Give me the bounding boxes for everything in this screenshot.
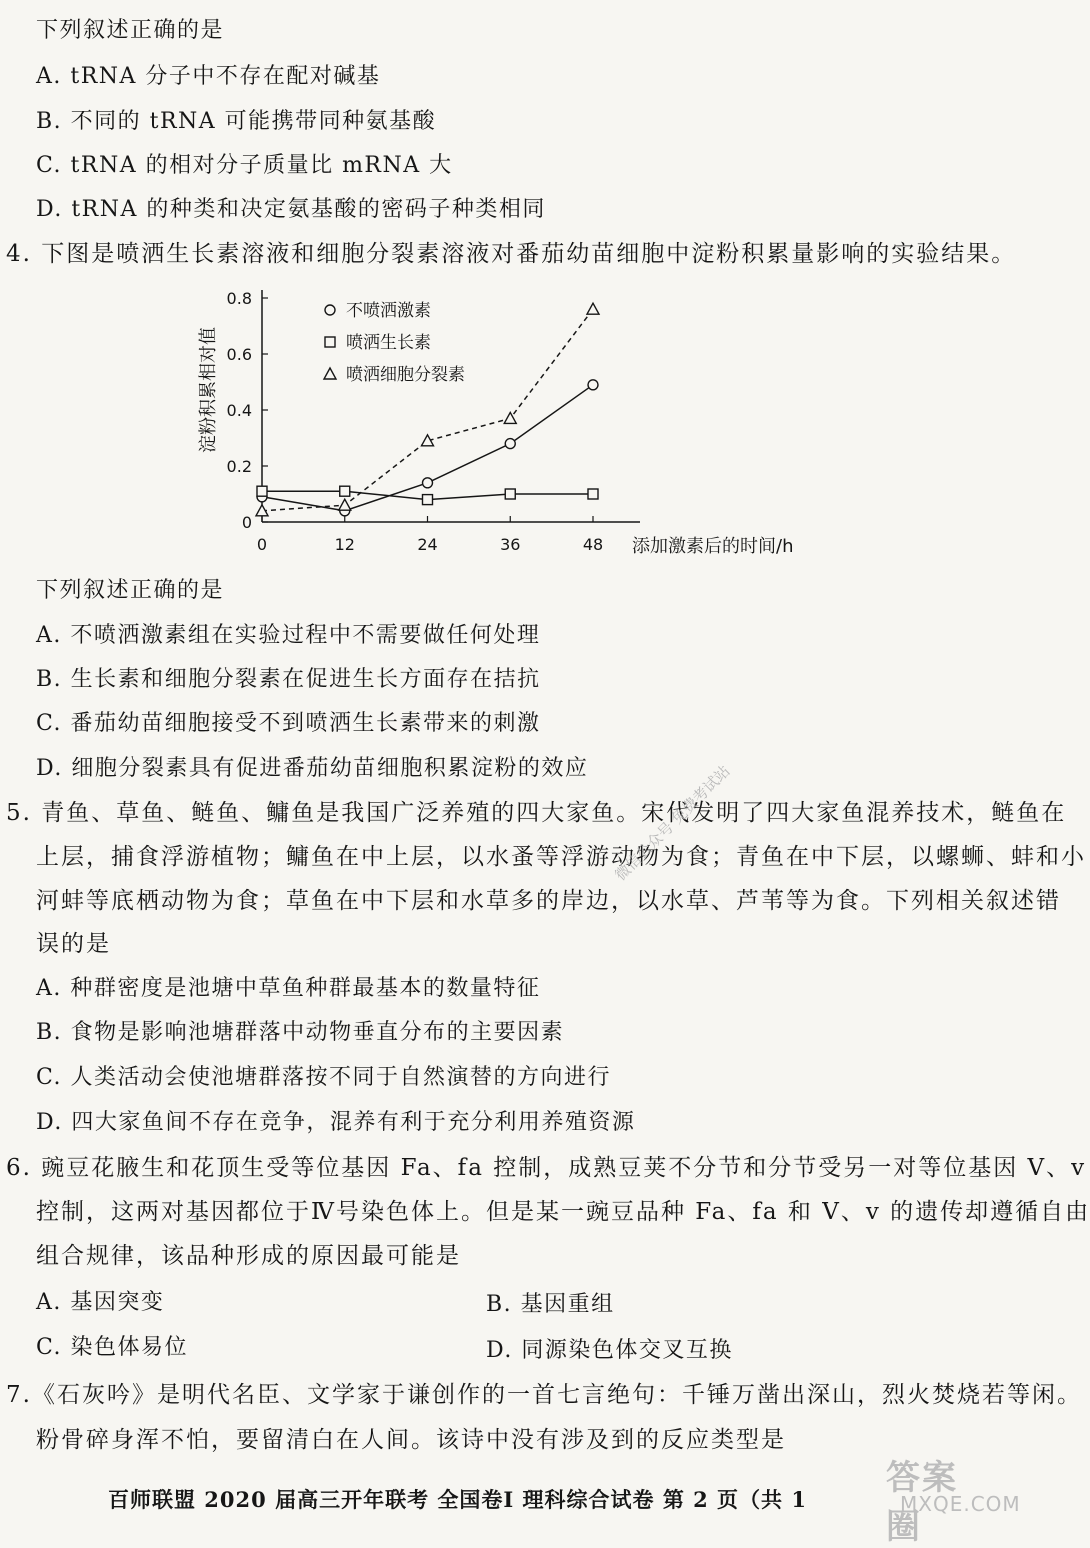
chart-legend — [324, 301, 465, 385]
chart-axes — [262, 290, 640, 522]
q7-line-2: 粉骨碎身浑不怕，要留清白在人间。该诗中没有涉及到的反应类型是 — [36, 1427, 786, 1453]
chart-x-label: 添加激素后的时间/h — [632, 536, 794, 557]
q6-option-b: B. 基因重组 — [486, 1292, 615, 1317]
x-tick-label: 12 — [334, 535, 355, 554]
q5-option-b: B. 食物是影响池塘群落中动物垂直分布的主要因素 — [36, 1020, 565, 1045]
q5-line-1: 5. 青鱼、草鱼、鲢鱼、鳙鱼是我国广泛养殖的四大家鱼。宋代发明了四大家鱼混养技术，鲢鱼在 — [6, 800, 1067, 826]
site-logo — [880, 1450, 1021, 1547]
q5-option-d: D. 四大家鱼间不存在竞争，混养有利于充分利用养殖资源 — [36, 1110, 636, 1135]
q6-line-3: 组合规律，该品种形成的原因最可能是 — [36, 1243, 461, 1269]
data-point — [505, 439, 515, 449]
q5-line-4: 误的是 — [36, 931, 111, 957]
data-point — [588, 489, 598, 499]
legend-marker — [325, 337, 335, 347]
data-point — [588, 380, 598, 390]
q5-option-a: A. 种群密度是池塘中草鱼种群最基本的数量特征 — [36, 976, 541, 1001]
data-point — [505, 489, 515, 499]
q3-stem: 下列叙述正确的是 — [36, 18, 225, 43]
data-point — [587, 303, 599, 314]
q3-option-d: D. tRNA 的种类和决定氨基酸的密码子种类相同 — [36, 197, 546, 222]
q7-line-1: 7.《石灰吟》是明代名臣、文学家于谦创作的一首七言绝句：千锤万凿出深山，烈火焚烧若等闲。 — [6, 1382, 1082, 1408]
x-tick-label: 24 — [417, 535, 438, 554]
x-tick-label: 36 — [500, 535, 521, 554]
q4-option-d: D. 细胞分裂素具有促进番茄幼苗细胞积累淀粉的效应 — [36, 756, 589, 781]
data-point — [339, 499, 351, 510]
q5-option-c: C. 人类活动会使池塘群落按不同于自然演替的方向进行 — [36, 1065, 612, 1090]
legend-label: 喷洒生长素 — [346, 333, 431, 353]
data-point — [257, 486, 267, 496]
y-tick-label: 0.4 — [226, 401, 252, 420]
legend-marker — [324, 368, 336, 379]
x-tick-label: 48 — [582, 535, 604, 554]
q4-option-c: C. 番茄幼苗细胞接受不到喷洒生长素带来的刺激 — [36, 711, 541, 736]
q3-option-a: A. tRNA 分子中不存在配对碱基 — [36, 64, 381, 89]
legend-label: 不喷洒激素 — [346, 301, 431, 321]
watermark-text: 微信公众号 免费考试站 — [611, 761, 734, 885]
q6-option-d: D. 同源染色体交叉互换 — [486, 1338, 733, 1363]
legend-marker — [325, 305, 335, 315]
q4-intro: 4. 下图是喷洒生长素溶液和细胞分裂素溶液对番茄幼苗细胞中淀粉积累量影响的实验结果。 — [6, 241, 1017, 267]
legend-label: 喷洒细胞分裂素 — [346, 365, 465, 385]
q6-option-a: A. 基因突变 — [36, 1290, 165, 1315]
data-point — [423, 478, 433, 488]
q4-option-a: A. 不喷洒激素组在实验过程中不需要做任何处理 — [36, 623, 541, 648]
y-tick-label: 0.8 — [226, 289, 252, 308]
data-point — [340, 486, 350, 496]
y-tick-label: 0.6 — [226, 345, 252, 364]
data-point — [423, 495, 433, 505]
q6-line-2: 控制，这两对基因都位于Ⅳ号染色体上。但是某一豌豆品种 Fa、fa 和 V、v 的遗传却遵循自由 — [36, 1199, 1090, 1225]
q5-line-2: 上层，捕食浮游植物；鳙鱼在中上层，以水蚤等浮游动物为食；青鱼在中下层，以螺蛳、蚌和小 — [36, 844, 1086, 870]
q6-line-1: 6. 豌豆花腋生和花顶生受等位基因 Fa、fa 控制，成熟豆荚不分节和分节受另一对等位基因 V、v — [6, 1155, 1087, 1181]
x-tick-label: 0 — [256, 535, 268, 554]
q4-option-b: B. 生长素和细胞分裂素在促进生长方面存在拮抗 — [36, 667, 541, 692]
q3-option-c: C. tRNA 的相对分子质量比 mRNA 大 — [36, 153, 453, 178]
starch-accumulation-chart — [180, 280, 830, 580]
page-footer: 百师联盟 2020 届高三开年联考 全国卷Ⅰ 理科综合试卷 第 2 页（共 1 — [108, 1487, 807, 1512]
y-tick-label: 0 — [241, 513, 252, 532]
chart-ticks — [227, 289, 604, 554]
q5-line-3: 河蚌等底栖动物为食；草鱼在中下层和水草多的岸边，以水草、芦苇等为食。下列相关叙述错 — [36, 888, 1061, 914]
y-tick-label: 0.2 — [226, 457, 252, 476]
q6-option-c: C. 染色体易位 — [36, 1335, 189, 1360]
q4-stem: 下列叙述正确的是 — [36, 578, 225, 603]
logo-sub-text: MXQE.COM — [900, 1492, 1021, 1516]
q3-option-b: B. 不同的 tRNA 可能携带同种氨基酸 — [36, 109, 437, 134]
logo-main-text: 答案圈 — [886, 1458, 958, 1547]
chart-y-label: 淀粉积累相对值 — [198, 327, 219, 453]
